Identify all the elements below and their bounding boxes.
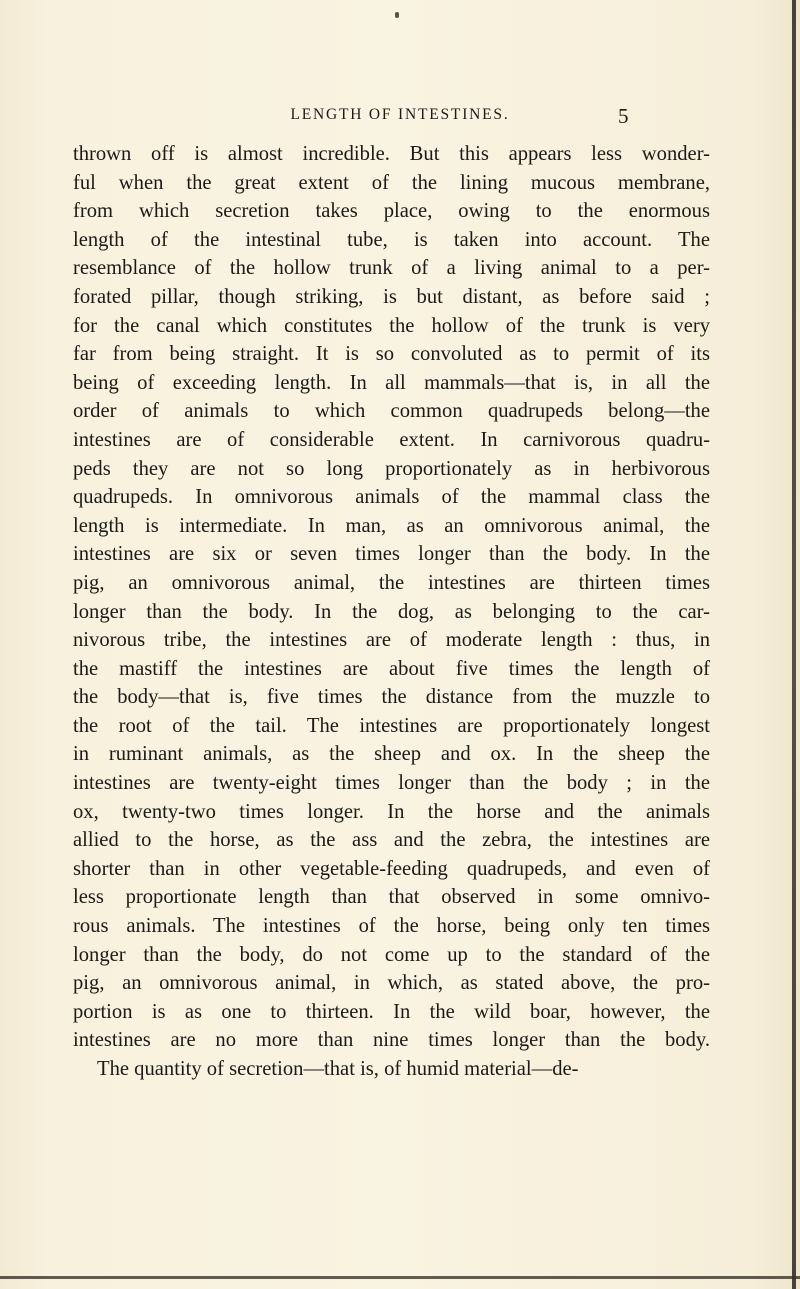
text-line: in ruminant animals, as the sheep and ox. In the sheep the bbox=[73, 743, 710, 766]
text-line: peds they are not so long proportionately as in herbivorous bbox=[73, 457, 710, 480]
text-line: far from being straight. It is so convoluted as to permit of its bbox=[73, 343, 710, 366]
text-line: ful when the great extent of the lining mucous membrane, bbox=[73, 171, 710, 194]
text-line: nivorous tribe, the intestines are of moderate length : thus, in bbox=[73, 629, 710, 652]
text-line: pig, an omnivorous animal, the intestines are thirteen times bbox=[73, 571, 710, 594]
page-edge-right bbox=[792, 0, 796, 1289]
text-line: pig, an omnivorous animal, in which, as stated above, the pro- bbox=[73, 972, 710, 995]
page-edge-bottom bbox=[0, 1276, 800, 1279]
page-header bbox=[0, 104, 800, 134]
text-line: quadrupeds. In omnivorous animals of the mammal class the bbox=[73, 486, 710, 509]
text-line: portion is as one to thirteen. In the wild boar, however, the bbox=[73, 1000, 710, 1023]
text-line: rous animals. The intestines of the horse, being only ten times bbox=[73, 915, 710, 938]
text-line: the body—that is, five times the distance from the muzzle to bbox=[73, 686, 710, 709]
text-line: longer than the body, do not come up to the standard of the bbox=[73, 943, 710, 966]
page-number: 5 bbox=[618, 104, 629, 128]
text-line: the root of the tail. The intestines are proportionately longest bbox=[73, 714, 710, 737]
text-line: being of exceeding length. In all mammals—that is, in all the bbox=[73, 371, 710, 394]
running-title: LENGTH OF INTESTINES. bbox=[290, 106, 510, 123]
text-line: allied to the horse, as the ass and the zebra, the intestines are bbox=[73, 829, 710, 852]
text-line: ox, twenty-two times longer. In the horse and the animals bbox=[73, 800, 710, 823]
text-line: intestines are six or seven times longer than the body. In the bbox=[73, 543, 710, 566]
paragraph-start-line: The quantity of secretion—that is, of humid material—de- bbox=[97, 1058, 579, 1080]
text-line: intestines are no more than nine times longer than the body. bbox=[73, 1029, 710, 1052]
text-line: forated pillar, though striking, is but distant, as before said ; bbox=[73, 285, 710, 308]
text-line: for the canal which constitutes the hollow of the trunk is very bbox=[73, 314, 710, 337]
text-line: intestines are twenty-eight times longer than the body ; in the bbox=[73, 772, 710, 795]
text-line: the mastiff the intestines are about five times the length of bbox=[73, 657, 710, 680]
text-line: shorter than in other vegetable-feeding quadrupeds, and even of bbox=[73, 857, 710, 880]
text-line: length of the intestinal tube, is taken into account. The bbox=[73, 228, 710, 251]
text-line: intestines are of considerable extent. In carnivorous quadru- bbox=[73, 428, 710, 451]
text-line: length is intermediate. In man, as an omnivorous animal, the bbox=[73, 514, 710, 537]
text-line: less proportionate length than that observed in some omnivo- bbox=[73, 886, 710, 909]
text-line: resemblance of the hollow trunk of a living animal to a per- bbox=[73, 257, 710, 280]
body-text bbox=[73, 140, 710, 1084]
text-line: from which secretion takes place, owing to the enormous bbox=[73, 200, 710, 223]
text-line: thrown off is almost incredible. But this appears less wonder- bbox=[73, 143, 710, 165]
text-line: order of animals to which common quadrupeds belong—the bbox=[73, 400, 710, 423]
ink-speck bbox=[395, 12, 399, 18]
text-line: longer than the body. In the dog, as belonging to the car- bbox=[73, 600, 710, 623]
